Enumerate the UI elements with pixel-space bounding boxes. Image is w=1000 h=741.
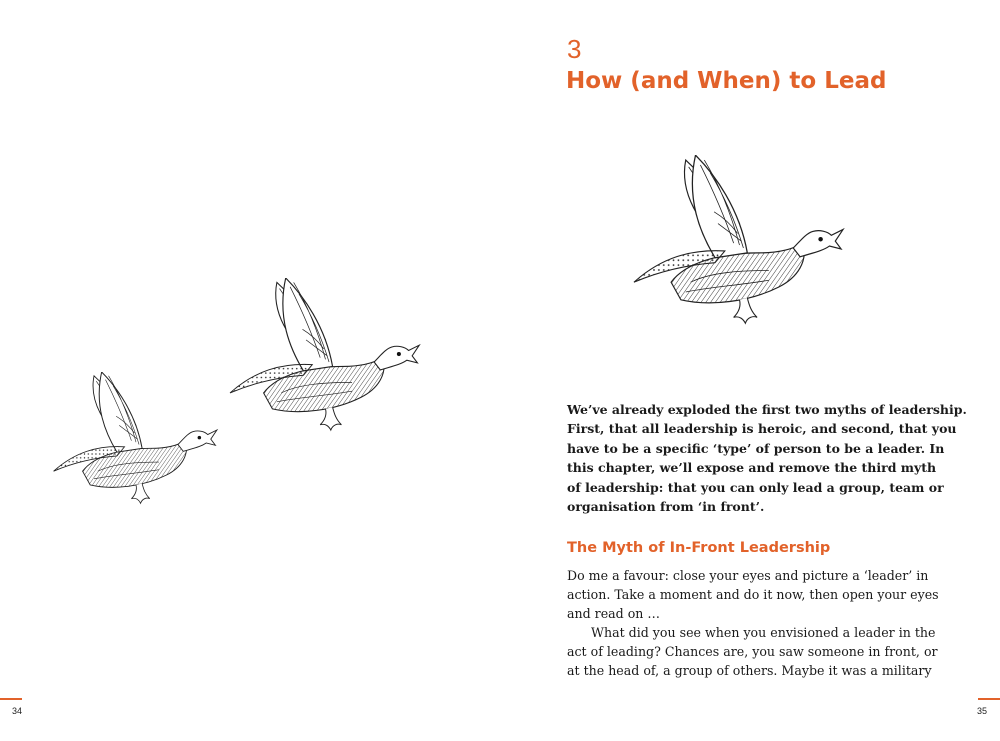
flying-goose-illustration — [52, 372, 220, 517]
intro-line: We’ve already exploded the first two myths of leadership. — [567, 402, 967, 417]
intro-line: of leadership: that you can only lead a group, team or — [567, 479, 944, 495]
body-line: act of leading? Chances are, you saw someone in front, or — [567, 644, 938, 659]
page-rule — [978, 698, 1000, 700]
body-line: action. Take a moment and do it now, then open your eyes — [567, 587, 939, 602]
body-paragraph — [567, 566, 939, 680]
chapter-number: 3 — [567, 34, 582, 64]
intro-line: have to be a specific ‘type’ of person to be a leader. In — [567, 440, 945, 456]
flying-goose-illustration — [228, 278, 423, 446]
goose-drawing — [632, 155, 847, 341]
chapter-title: How (and When) to Lead — [566, 68, 887, 94]
page-number: 35 — [977, 706, 988, 716]
intro-line: this chapter, we’ll expose and remove the third myth — [567, 460, 937, 476]
intro-line: First, that all leadership is heroic, and second, that you — [567, 421, 957, 437]
intro-paragraph — [567, 400, 967, 516]
body-line: at the head of, a group of others. Maybe it was a military — [567, 663, 932, 678]
body-line: Do me a favour: close your eyes and picture a ‘leader’ in — [567, 568, 929, 583]
body-line: What did you see when you envisioned a leader in the — [567, 625, 936, 640]
section-heading: The Myth of In-Front Leadership — [567, 540, 831, 556]
right-page — [500, 0, 1000, 741]
page-rule — [0, 698, 22, 700]
flying-goose-illustration — [632, 155, 847, 341]
goose-drawing — [52, 372, 220, 517]
intro-line: organisation from ‘in front’. — [567, 499, 765, 515]
body-line: and read on … — [567, 606, 661, 621]
page-number: 34 — [12, 706, 23, 716]
goose-drawing — [228, 278, 423, 446]
